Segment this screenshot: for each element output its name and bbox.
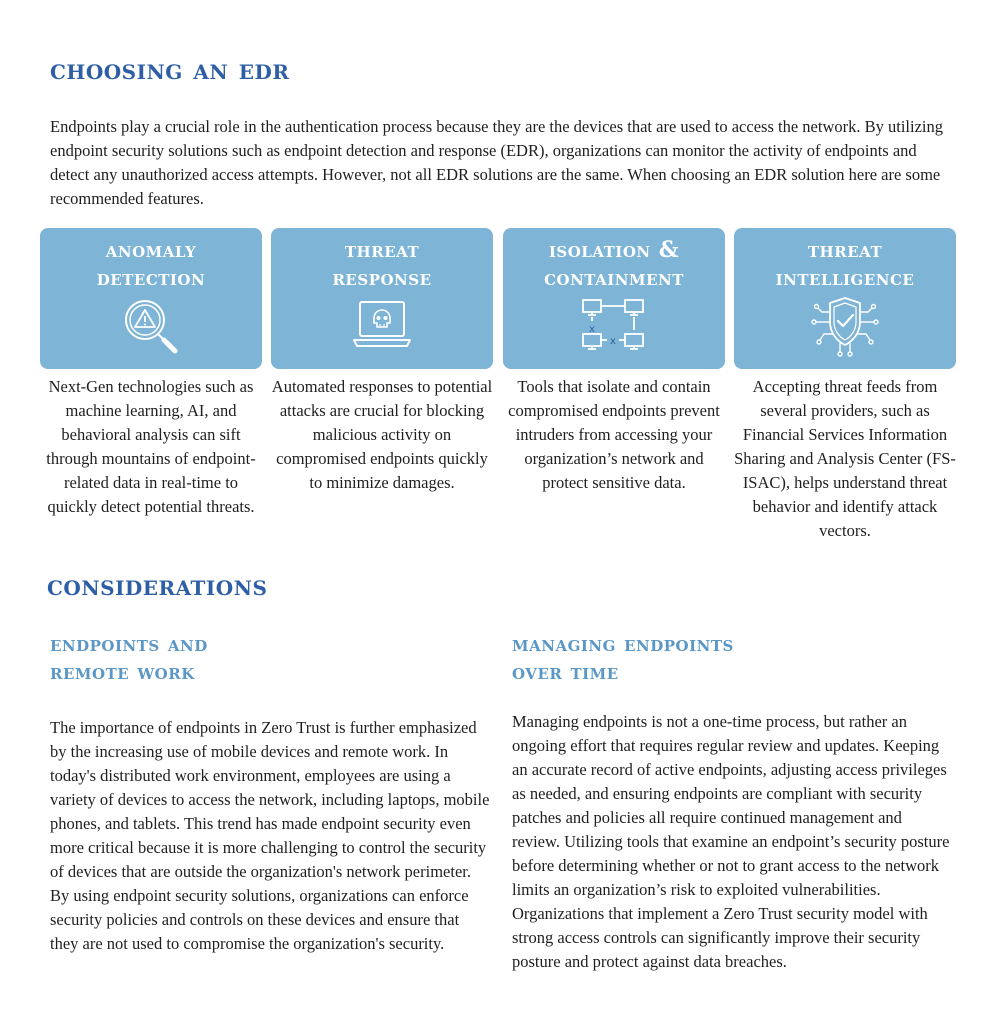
feature-card-isolation-containment — [503, 228, 725, 369]
subheading-managing-endpoints: managing endpoints over time — [512, 631, 734, 685]
feature-card-title: isolation & containment — [544, 237, 684, 291]
feature-description-anomaly-detection: Next-Gen technologies such as machine learning, AI, and behavioral analysis can sift through mountains of endpoint-related data in real-time to quickly detect potential threats. — [46, 377, 256, 516]
feature-description-threat-intelligence: Accepting threat feeds from several providers, such as Financial Services Information Sharing and Analysis Center (FS-ISAC), helps understand threat behavior and identify attack vectors. — [734, 377, 956, 540]
feature-description-threat-response: Automated responses to potential attacks are crucial for blocking malicious activity on compromised endpoints quickly to minimize damages. — [271, 377, 493, 492]
isolation-mark-1: x — [589, 324, 595, 335]
subheading-endpoints-remote-work: endpoints and remote work — [50, 631, 208, 685]
shield-circuit-icon — [810, 294, 880, 358]
magnifier-warning-icon — [119, 294, 183, 358]
paragraph-managing-endpoints: Managing endpoints is not a one-time process, but rather an ongoing effort that requires regular review and updates. Keeping an accurate record of active endpoints, adjusting access privileges as needed, and ensuring endpoints are compliant with security patches and policies all require continued management and review. Utilizing tools that examine an endpoint’s security posture before determining whether or not to grant access to the network limits an organization’s risk to exploited vulnerabilities. Organizations that implement a Zero Trust security model with strong access controls can significantly improve their security posture and protect against data breaches. — [512, 712, 950, 971]
feature-card-anomaly-detection — [40, 228, 262, 369]
edr-intro-paragraph: Endpoints play a crucial role in the authentication process because they are the devices that are used to access the network. By utilizing endpoint security solutions such as endpoint detection and response (EDR), organizations can monitor the activity of endpoints and detect any unauthorized access attempts. However, not all EDR solutions are the same. When choosing an EDR solution here are some recommended features. — [50, 117, 943, 208]
feature-description-isolation-containment: Tools that isolate and contain compromised endpoints prevent intruders from accessing your organization’s network and protect sensitive data. — [508, 377, 720, 492]
section-title-considerations: considerations — [47, 568, 268, 602]
feature-card-threat-response — [271, 228, 493, 369]
isolation-mark-2: x — [610, 336, 616, 347]
page-title: choosing an edr — [50, 52, 290, 86]
feature-card-title: threat response — [332, 237, 432, 291]
feature-card-title: anomaly detection — [96, 237, 206, 291]
network-isolation-icon — [579, 294, 649, 358]
feature-card-title: threat intelligence — [775, 237, 915, 291]
laptop-skull-icon — [350, 294, 414, 358]
paragraph-endpoints-remote-work: The importance of endpoints in Zero Trust is further emphasized by the increasing use of mobile devices and remote work. In today's distributed work environment, employees are using a variety of devices to access the network, including laptops, mobile phones, and tablets. This trend has made endpoint security even more critical because it is more challenging to control the security of devices that are outside the organization's network perimeter. By using endpoint security solutions, organizations can enforce security policies and controls on these devices and ensure that they are not used to compromise the organization's security. — [50, 718, 490, 953]
feature-card-threat-intelligence — [734, 228, 956, 369]
